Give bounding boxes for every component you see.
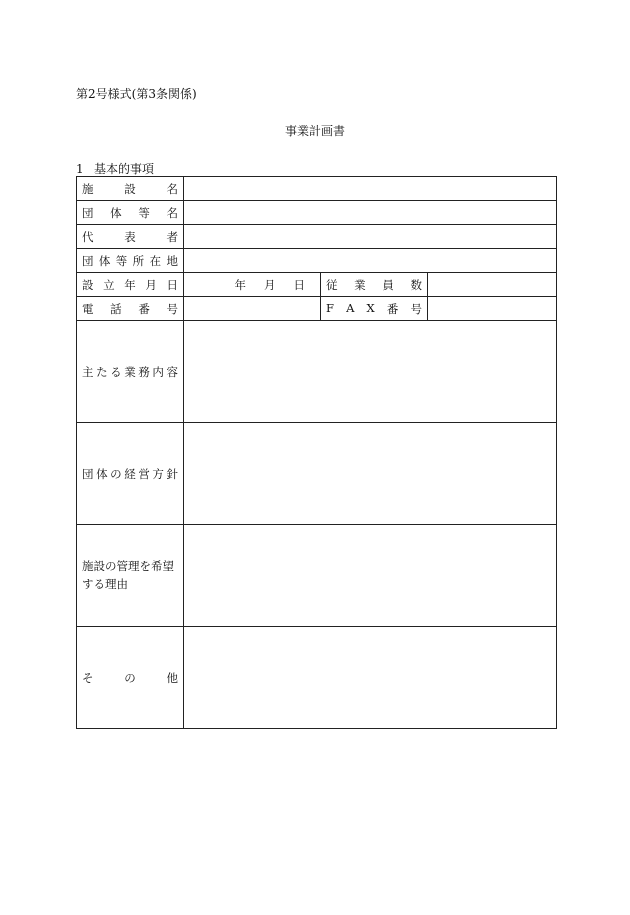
label-char: 日 (166, 277, 178, 292)
label-char: た (96, 364, 108, 379)
label-fax (321, 297, 428, 321)
founding-date-field[interactable] (184, 273, 321, 297)
label-char: 針 (166, 466, 178, 481)
label-char: 表 (124, 229, 136, 244)
label-char: 等 (115, 253, 128, 268)
label-char: 等 (138, 205, 150, 220)
label-representative (77, 225, 184, 249)
label-facility-name (77, 177, 184, 201)
document-title: 事業計画書 (284, 124, 345, 138)
label-char: 在 (149, 253, 162, 268)
label-char: 代 (82, 229, 94, 244)
label-char: 内 (152, 364, 164, 379)
date-year-unit: 年 (234, 277, 246, 292)
facility-name-field[interactable] (184, 177, 557, 201)
label-policy (77, 423, 184, 525)
label-char: そ (82, 670, 94, 685)
label-employees (321, 273, 428, 297)
label-char: 名 (166, 205, 178, 220)
section-title: 基本的事項 (94, 162, 155, 176)
label-char: 電 (82, 301, 94, 316)
row-org-name (77, 201, 557, 225)
business-plan-table (76, 176, 557, 729)
section-heading (76, 160, 154, 177)
label-org-name (77, 201, 184, 225)
label-char: 方 (152, 466, 164, 481)
label-char: 月 (145, 277, 157, 292)
label-char: 数 (410, 277, 422, 292)
label-char: 団 (82, 466, 94, 481)
label-char: 者 (166, 229, 178, 244)
section-number: 1 (76, 162, 84, 176)
label-reason-line1: 施設の管理を希望 (82, 558, 174, 573)
label-reason (77, 525, 184, 627)
label-char: 番 (386, 301, 399, 316)
policy-field[interactable] (184, 423, 557, 525)
fax-field[interactable] (428, 297, 557, 321)
label-char: 団 (82, 253, 94, 268)
label-char: F (326, 300, 334, 315)
label-char: の (110, 466, 122, 481)
label-char: 他 (166, 670, 178, 685)
label-char: 話 (110, 301, 122, 316)
label-char: 設 (124, 181, 136, 196)
label-char: A (346, 300, 355, 315)
label-char: の (124, 670, 136, 685)
label-char: 主 (82, 364, 94, 379)
row-org-address (77, 249, 557, 273)
label-main-business (77, 321, 184, 423)
label-org-address (77, 249, 184, 273)
label-char: 体 (110, 205, 122, 220)
label-other (77, 627, 184, 729)
label-char: 設 (82, 277, 94, 292)
row-founding-date (77, 273, 557, 297)
row-representative (77, 225, 557, 249)
label-char: 員 (382, 277, 394, 292)
row-other (77, 627, 557, 729)
label-char: 経 (124, 466, 136, 481)
date-month-unit: 月 (264, 277, 276, 292)
label-char: 団 (82, 205, 94, 220)
reason-field[interactable] (184, 525, 557, 627)
label-char: 号 (166, 301, 178, 316)
label-char: 名 (166, 181, 178, 196)
label-reason-line2: する理由 (82, 576, 128, 591)
label-char: 体 (98, 253, 111, 268)
other-field[interactable] (184, 627, 557, 729)
label-char: 体 (96, 466, 108, 481)
label-char: 営 (138, 466, 150, 481)
label-char: る (110, 364, 122, 379)
label-phone (77, 297, 184, 321)
label-char: 施 (82, 181, 94, 196)
label-char: 立 (103, 277, 115, 292)
label-char: 従 (326, 277, 338, 292)
main-business-field[interactable] (184, 321, 557, 423)
label-char: X (366, 300, 375, 315)
row-facility-name (77, 177, 557, 201)
row-phone-fax (77, 297, 557, 321)
row-reason (77, 525, 557, 627)
label-char: 所 (132, 253, 145, 268)
row-policy (77, 423, 557, 525)
employees-field[interactable] (428, 273, 557, 297)
label-founding-date (77, 273, 184, 297)
label-char: 地 (166, 253, 178, 268)
org-name-field[interactable] (184, 201, 557, 225)
representative-field[interactable] (184, 225, 557, 249)
org-address-field[interactable] (184, 249, 557, 273)
label-char: 号 (410, 301, 422, 316)
label-char: 容 (166, 364, 178, 379)
label-char: 業 (354, 277, 366, 292)
date-day-unit: 日 (293, 277, 305, 292)
label-char: 務 (138, 364, 150, 379)
label-char: 番 (138, 301, 150, 316)
label-char: 年 (124, 277, 136, 292)
row-main-business (77, 321, 557, 423)
phone-field[interactable] (184, 297, 321, 321)
label-char: 業 (124, 364, 136, 379)
form-number: 第2号様式(第3条関係) (76, 87, 197, 101)
